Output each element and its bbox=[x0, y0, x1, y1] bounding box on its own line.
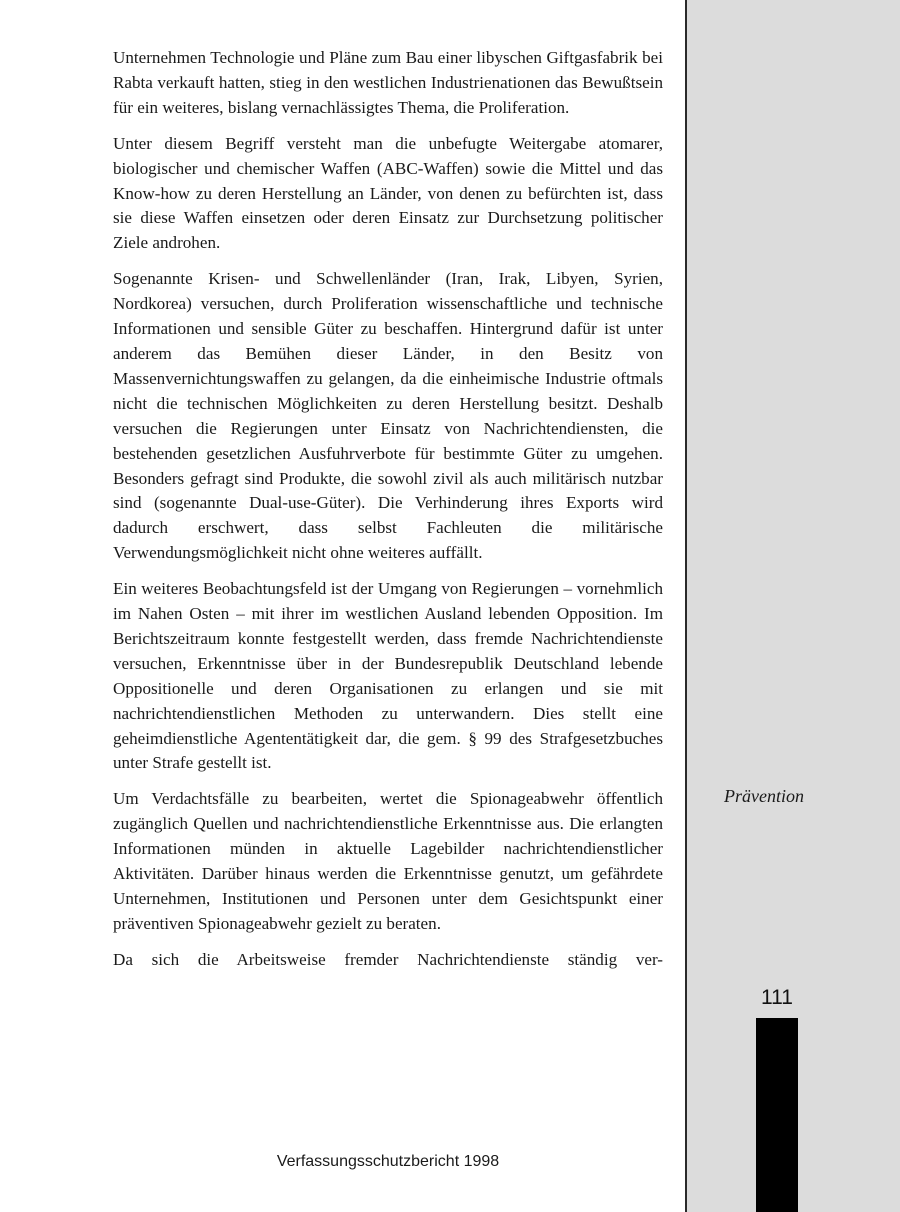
paragraph: Sogenannte Krisen- und Schwellenländer (Iran, Irak, Libyen, Syrien, Nordkorea) versuchen, durch Proliferation wissenschaftliche und technische Informationen und sensible Güter zu beschaffen. Hintergrund dafür ist unter anderem das Bemühen dieser Länder, in den Besitz von Massenvernichtungswaffen zu gelangen, da die einheimische Industrie oftmals nicht die technischen Möglichkeiten zu deren Herstellung besitzt. Deshalb versuchen die Regierungen unter Einsatz von Nachrichtendiensten, die bestehenden gesetzlichen Ausfuhrverbote für bestimmte Güter zu umgehen. Besonders gefragt sind Produkte, die sowohl zivil als auch militärisch nutzbar sind (sogenannte Dual-use-Güter). Die Verhinderung ihres Exports wird dadurch erschwert, dass selbst Fachleuten die militärische Verwendungsmöglichkeit nicht ohne weiteres auffällt. bbox=[113, 269, 663, 563]
page-footer: Verfassungsschutzbericht 1998 bbox=[276, 1153, 500, 1170]
paragraph: Um Verdachtsfälle zu bearbeiten, wertet die Spionageabwehr öffentlich zugänglich Quellen und nachrichtendienstliche Erkenntnisse aus. Die erlangten Informationen münden in aktuelle Lagebilder nachrichtendienstlicher Aktivitäten. Darüber hinaus werden die Erkenntnisse genutzt, um gefährdete Unternehmen, Institutionen und Personen unter dem Gesichtspunkt einer präventiven Spionageabwehr gezielt zu beraten. bbox=[113, 789, 663, 933]
thumb-index-bar bbox=[756, 1018, 798, 1212]
paragraph: Unternehmen Technologie und Pläne zum Bau einer libyschen Giftgasfabrik bei Rabta verkauft hatten, stieg in den westlichen Industrienationen das Bewußtsein für ein weiteres, bislang vernachlässigtes Thema, die Proliferation. bbox=[113, 48, 663, 117]
main-text-column bbox=[113, 46, 663, 984]
paragraph: Unter diesem Begriff versteht man die unbefugte Weitergabe atomarer, biologischer und chemischer Waffen (ABC-Waffen) sowie die Mittel und das Know-how zu deren Herstellung an Länder, von denen zu befürchten ist, dass sie diese Waffen einsetzen oder deren Einsatz zur Durchsetzung politischer Ziele androhen. bbox=[113, 133, 663, 253]
paragraph: Ein weiteres Beobachtungsfeld ist der Umgang von Regierungen – vornehmlich im Nahen Osten – mit ihrer im westlichen Ausland lebenden Opposition. Im Berichtszeitraum konnte festgestellt werden, dass fremde Nachrichtendienste versuchen, Erkenntnisse über in der Bundesrepublik Deutschland lebende Oppositionelle und deren Organisationen zu erlangen und sie mit nachrichtendienstlichen Methoden zu unterwandern. Dies stellt eine geheimdienstliche Agententätigkeit dar, die gem. § 99 des Strafgesetzbuches unter Strafe gestellt ist. bbox=[113, 579, 663, 773]
paragraph: Da sich die Arbeitsweise fremder Nachrichtendienste ständig ver- bbox=[113, 949, 663, 969]
page-number: 111 bbox=[761, 986, 793, 1009]
margin-note: Prävention bbox=[724, 786, 804, 806]
